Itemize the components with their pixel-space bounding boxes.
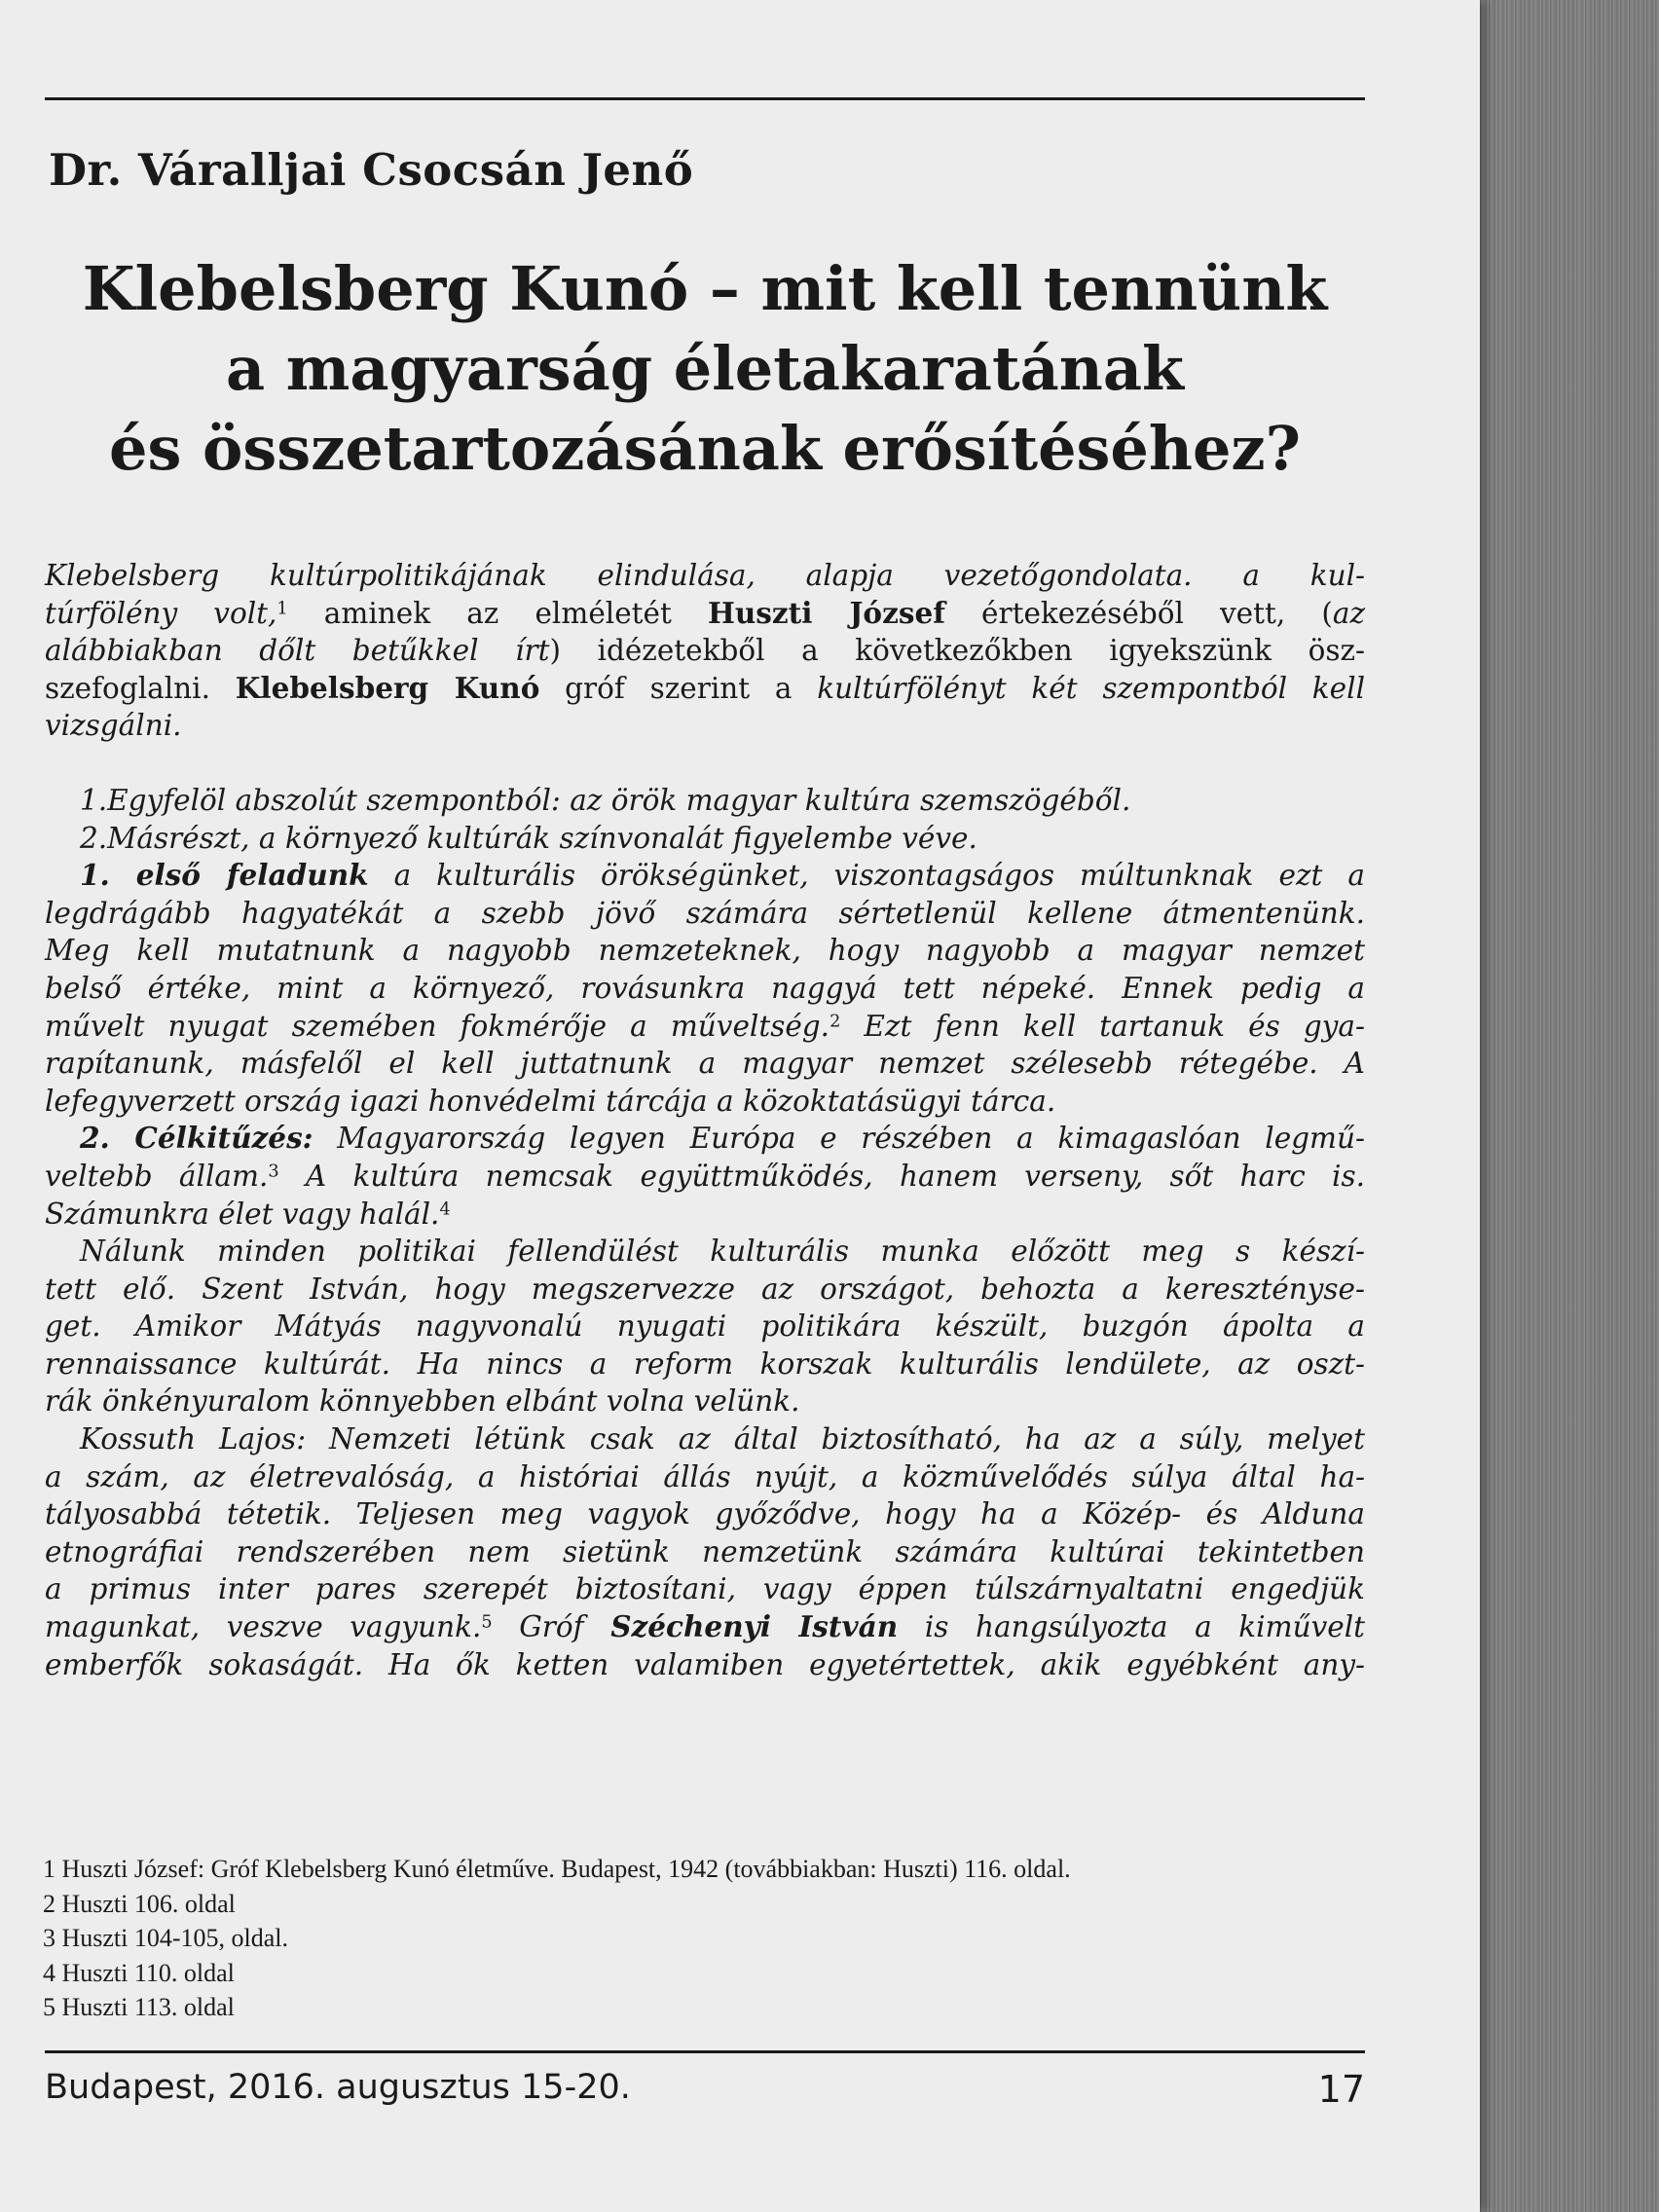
bold-heading-goal: 2. Célkitűzés: [80,1121,313,1156]
p3-line-3: get. Amikor Mátyás nagyvonalú nyugati politikára készült, buzgón ápolta a [45,1309,1365,1344]
intro-text: alábbiakban dőlt betűkkel írt [45,634,550,668]
p1-line-4: belső értéke, mint a környező, rovásunkra naggyá tett népeké. Ennek pedig a [45,971,1365,1005]
intro-text: kultúrfölényt két szempontból kell [817,671,1365,705]
p2-line-3 [45,1196,1365,1234]
list-item-2: 2.Másrészt, a környező kultúrák színvonalát figyelembe véve. [80,821,977,855]
p4-line-3: tályosabbá tétetik. Teljesen meg vagyok győződve, hogy ha a Közép- és Alduna [45,1497,1365,1531]
p4-line-4: etnográfiai rendszerében nem sietünk nemzetünk számára kultúrai tekintetben [45,1534,1365,1568]
intro-line-1: Klebelsberg kultúrpolitikájának elindulása, alapja vezetőgondolata. a kul- [45,559,1365,592]
footnote-ref-5: 5 [481,1612,493,1633]
p2-line-1 [45,1120,1365,1158]
bold-name-klebelsberg: Klebelsberg Kunó [235,670,540,705]
intro-text: túrfölény volt, [45,596,277,630]
p1-text: művelt nyugat szemében fokmérője a műveltség. [45,1009,830,1043]
background-surface [1480,0,1659,2212]
p1-line-6: rapítanunk, másfelől el kell juttatnunk a magyar nemzet szélesebb rétegébe. A [45,1047,1365,1081]
p3-line-1: Nálunk minden politikai fellendülést kulturális munka előzött meg s készí- [80,1235,1365,1269]
footnote-4: 4 Huszti 110. oldal [43,1958,235,1987]
bold-name-szechenyi: Széchenyi István [610,1609,899,1644]
bold-name-huszti: Huszti József [707,595,945,630]
p4-text: is hangsúlyozta a kiművelt [898,1610,1365,1644]
article-title [45,249,1365,489]
footnotes [43,1852,1367,2025]
p4-line-2: a szám, az életrevalóság, a históriai állás nyújt, a közművelődés súlya által ha- [45,1459,1365,1493]
title-line-1: Klebelsberg Kunó – mit kell tennünk [82,253,1328,324]
intro-line-5: vizsgálni. [45,709,182,743]
p1-line-1 [45,857,1365,895]
intro-text: gróf szerint a [539,671,818,705]
p1-line-5 [45,1008,1365,1046]
paragraph-gap [45,745,1365,782]
intro-text: aminek az elméletét [287,596,708,630]
page-number: 17 [1317,2068,1365,2111]
author-name: Dr. Váralljai Csocsán Jenő [49,144,694,196]
footnote-3: 3 Huszti 104-105, oldal. [43,1924,289,1952]
p2-text: veltebb állam. [45,1159,269,1193]
bold-heading-first-task: 1. első feladunk [80,858,369,893]
p1-line-3: Meg kell mutatnunk a nagyobb nemzeteknek, hogy nagyobb a magyar nemzet [45,934,1365,968]
intro-line-3 [45,632,1365,670]
footnote-2: 2 Huszti 106. oldal [43,1889,236,1918]
p3-line-4: rennaissance kultúrát. Ha nincs a reform korszak kulturális lendülete, az oszt- [45,1346,1365,1381]
intro-text: értekezéséből vett, ( [944,596,1333,630]
p2-text: Magyarország legyen Európa e részében a kimagaslóan legmű- [313,1122,1365,1156]
p4-text: magunkat, veszve vagyunk. [45,1610,482,1644]
article-body [45,557,1365,1683]
title-line-3: és összetartozásának erősítéséhez? [109,413,1301,484]
footnote-ref-2: 2 [830,1011,841,1031]
p1-line-2: legdrágább hagyatékát a szebb jövő számára sértetlenül kellene átmentenünk. [45,896,1365,930]
p4-line-1: Kossuth Lajos: Nemzeti létünk csak az által biztosítható, ha az a súly, melyet [80,1422,1365,1456]
p1-text: a kulturális örökségünket, viszontagságos múltunknak ezt a [368,859,1365,893]
p3-line-5: rák önkényuralom könnyebben elbánt volna velünk. [45,1384,800,1419]
p4-line-5: a primus inter pares szerepét biztosítani, vagy éppen túlszárnyaltatni engedjük [45,1572,1365,1606]
p4-line-6 [45,1608,1365,1646]
p2-line-2 [45,1158,1365,1196]
p1-text: Ezt fenn kell tartanuk és gya- [840,1009,1365,1043]
footer-rule [45,2050,1365,2053]
p4-line-7: emberfők sokaságát. Ha ők ketten valamiben egyetértettek, akik egyébként any- [45,1647,1365,1681]
list-item-1: 1.Egyfelöl abszolút szempontból: az örök magyar kultúra szemszögéből. [80,783,1131,817]
footnote-ref-3: 3 [268,1161,279,1182]
footnote-ref-4: 4 [439,1198,451,1219]
footer-place-date: Budapest, 2016. augusztus 15-20. [45,2068,631,2107]
p2-text: A kultúra nemcsak együttműködés, hanem verseny, sőt harc is. [278,1159,1365,1193]
footnote-5: 5 Huszti 113. oldal [43,1993,235,2021]
p2-text: Számunkra élet vagy halál. [45,1197,440,1231]
header-rule [45,97,1365,100]
intro-line-4 [45,670,1365,708]
p1-line-7: lefegyverzett ország igazi honvédelmi tárcája a közoktatásügyi tárca. [45,1084,1056,1118]
intro-line-2 [45,595,1365,633]
intro-text: szefoglalni. [45,671,236,705]
footnote-ref-1: 1 [276,598,288,618]
p3-line-2: tett elő. Szent István, hogy megszervezze az országot, behozta a keresztényse- [45,1272,1365,1306]
title-line-2: a magyarság életakaratának [225,333,1184,404]
intro-text: az [1332,596,1365,630]
p4-text: Gróf [492,1610,611,1644]
intro-text: ) idézetekből a következőkben igyekszünk ösz- [549,634,1365,668]
footnote-1: 1 Huszti József: Gróf Klebelsberg Kunó életműve. Budapest, 1942 (továbbiakban: Huszti) 116. oldal. [43,1855,1071,1883]
